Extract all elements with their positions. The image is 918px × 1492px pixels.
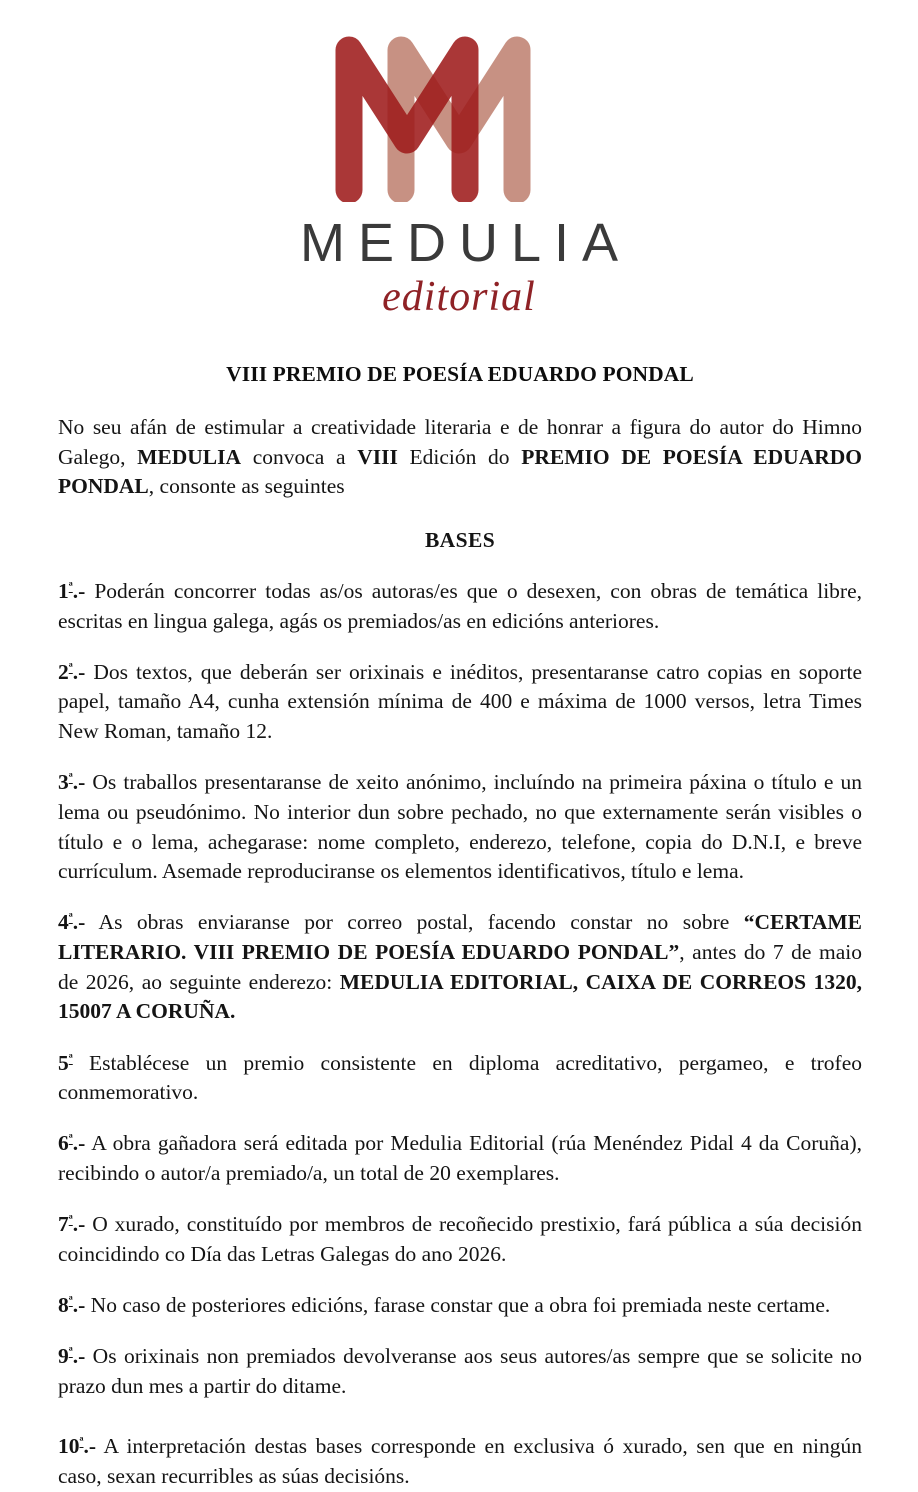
clause-number-6: $6^ª.-$: [58, 1131, 86, 1156]
clause-ordinal-marker: ª: [68, 770, 73, 786]
logo-wordmark: MEDULIA: [299, 213, 632, 273]
clause-1-text: Poderán concorrer todas as/os autoras/es que o desexen, con obras de temática libre, escritas en lingua galega, agás os premiados/as en edicións anteriores.: [58, 578, 862, 633]
clause-7: [58, 1210, 862, 1269]
clause-6-text: A obra gañadora será editada por Medulia Editorial (rúa Menéndez Pidal 4 da Coruña), recibindo o autor/a premiado/a, un total de 20 exemplares.: [58, 1131, 862, 1185]
clause-4: [58, 908, 862, 1027]
clause-number-2: $2^ª.-$: [58, 659, 86, 684]
clause-4-segment-2: , antes do 7 de maio de 2026, ao seguinte enderezo:: [58, 940, 862, 994]
clause-number-4: $4^ª.-$: [58, 910, 86, 935]
intro-text-3: Edición do: [397, 444, 522, 469]
bases-heading: BASES: [424, 527, 496, 552]
clause-ordinal-marker: ª: [68, 1293, 73, 1309]
intro-bold-prize-name: PREMIO DE POESÍA EDUARDO PONDAL: [58, 444, 862, 499]
clause-3: [58, 768, 862, 887]
clause-number-10: $10^ª.-$: [58, 1434, 97, 1459]
clause-5: [58, 1049, 862, 1108]
clause-4-segment-0: As obras enviaranse por correo postal, facendo constar no sobre: [85, 910, 744, 935]
logo-subwordmark: editorial: [382, 274, 536, 320]
clause-ordinal-marker: ª: [68, 1050, 73, 1066]
intro-text-2: convoca a: [241, 444, 358, 469]
clause-8: [58, 1291, 862, 1321]
clause-8-text: No caso de posteriores edicións, farase constar que a obra foi premiada neste certame.: [85, 1292, 831, 1317]
clause-ordinal-marker: ª: [68, 910, 73, 926]
clause-number-9: $9^ª.-$: [58, 1344, 86, 1369]
document-body: [0, 362, 918, 1492]
intro-bold-edition: VIII: [357, 444, 398, 469]
clause-2: [58, 658, 862, 747]
clause-6: [58, 1129, 862, 1188]
clause-1: [58, 577, 862, 636]
clause-ordinal-marker: ª: [68, 1344, 73, 1360]
medulia-double-m-mark: [319, 22, 599, 202]
clause-ordinal-marker: ª: [68, 1212, 73, 1228]
clause-number-8: $8^ª.-$: [58, 1292, 86, 1317]
intro-text-1: No seu afán de estimular a creatividade literaria e de honrar a figura do autor do Himno Galego,: [58, 415, 862, 469]
clause-ordinal-marker: ª: [79, 1434, 84, 1450]
intro-bold-medulia: MEDULIA: [137, 444, 242, 469]
clause-number-3: $3^ª.-$: [58, 770, 86, 795]
intro-paragraph: [58, 413, 862, 502]
clause-7-text: O xurado, constituído por membros de recoñecido prestixio, fará pública a súa decisión coincidindo co Día das Letras Galegas do ano 2026.: [58, 1212, 862, 1266]
clause-number-7: $7^ª.-$: [58, 1212, 86, 1237]
clause-2-text: Dos textos, que deberán ser orixinais e inéditos, presentaranse catro copias en soporte papel, tamaño A4, cunha extensión mínima de 400 e máxima de 1000 versos, letra Times New Roman, tamaño 12.: [58, 659, 862, 744]
clause-9: [58, 1342, 862, 1401]
clause-5-text: Establécese un premio consistente en diploma acreditativo, pergameo, e trofeo conmemorativo.: [58, 1050, 862, 1105]
clause-ordinal-marker: ª: [68, 1131, 73, 1147]
intro-text-4: , consonte as seguintes: [148, 474, 345, 499]
clauses-list: [58, 577, 862, 1492]
clause-4-segment-3: MEDULIA EDITORIAL, CAIXA DE CORREOS 1320, 15007 A CORUÑA.: [58, 969, 862, 1024]
clause-9-text: Os orixinais non premiados devolveranse aos seus autores/as sempre que se solicite no prazo dun mes a partir do ditame.: [58, 1344, 862, 1398]
clause-10-text: A interpretación destas bases corresponde en exclusiva ó xurado, sen que en ningún caso, sexan recurribles as súas decisións.: [58, 1434, 862, 1489]
clause-number-5: $5^ª$: [58, 1050, 73, 1075]
clause-3-text: Os traballos presentaranse de xeito anónimo, incluíndo na primeira páxina o título e un lema ou pseudónimo. No interior dun sobre pechado, no que externamente serán visibles o título e o lema, achegarase: nome completo, enderezo, telefone, copia do D.N.I, e breve currículum. Asemade reproduciranse os elementos identificativos, título e lema.: [58, 770, 862, 884]
page-title: VIII PREMIO DE POESÍA EDUARDO PONDAL: [226, 362, 694, 386]
clause-ordinal-marker: ª: [68, 579, 73, 595]
clause-ordinal-marker: ª: [68, 659, 73, 675]
clause-10: [58, 1432, 862, 1491]
publisher-logo: [0, 0, 918, 318]
clause-4-segment-1: “CERTAME LITERARIO. VIII PREMIO DE POESÍA EDUARDO PONDAL”: [58, 910, 862, 965]
clause-number-1: $1^ª.-$: [58, 578, 86, 603]
